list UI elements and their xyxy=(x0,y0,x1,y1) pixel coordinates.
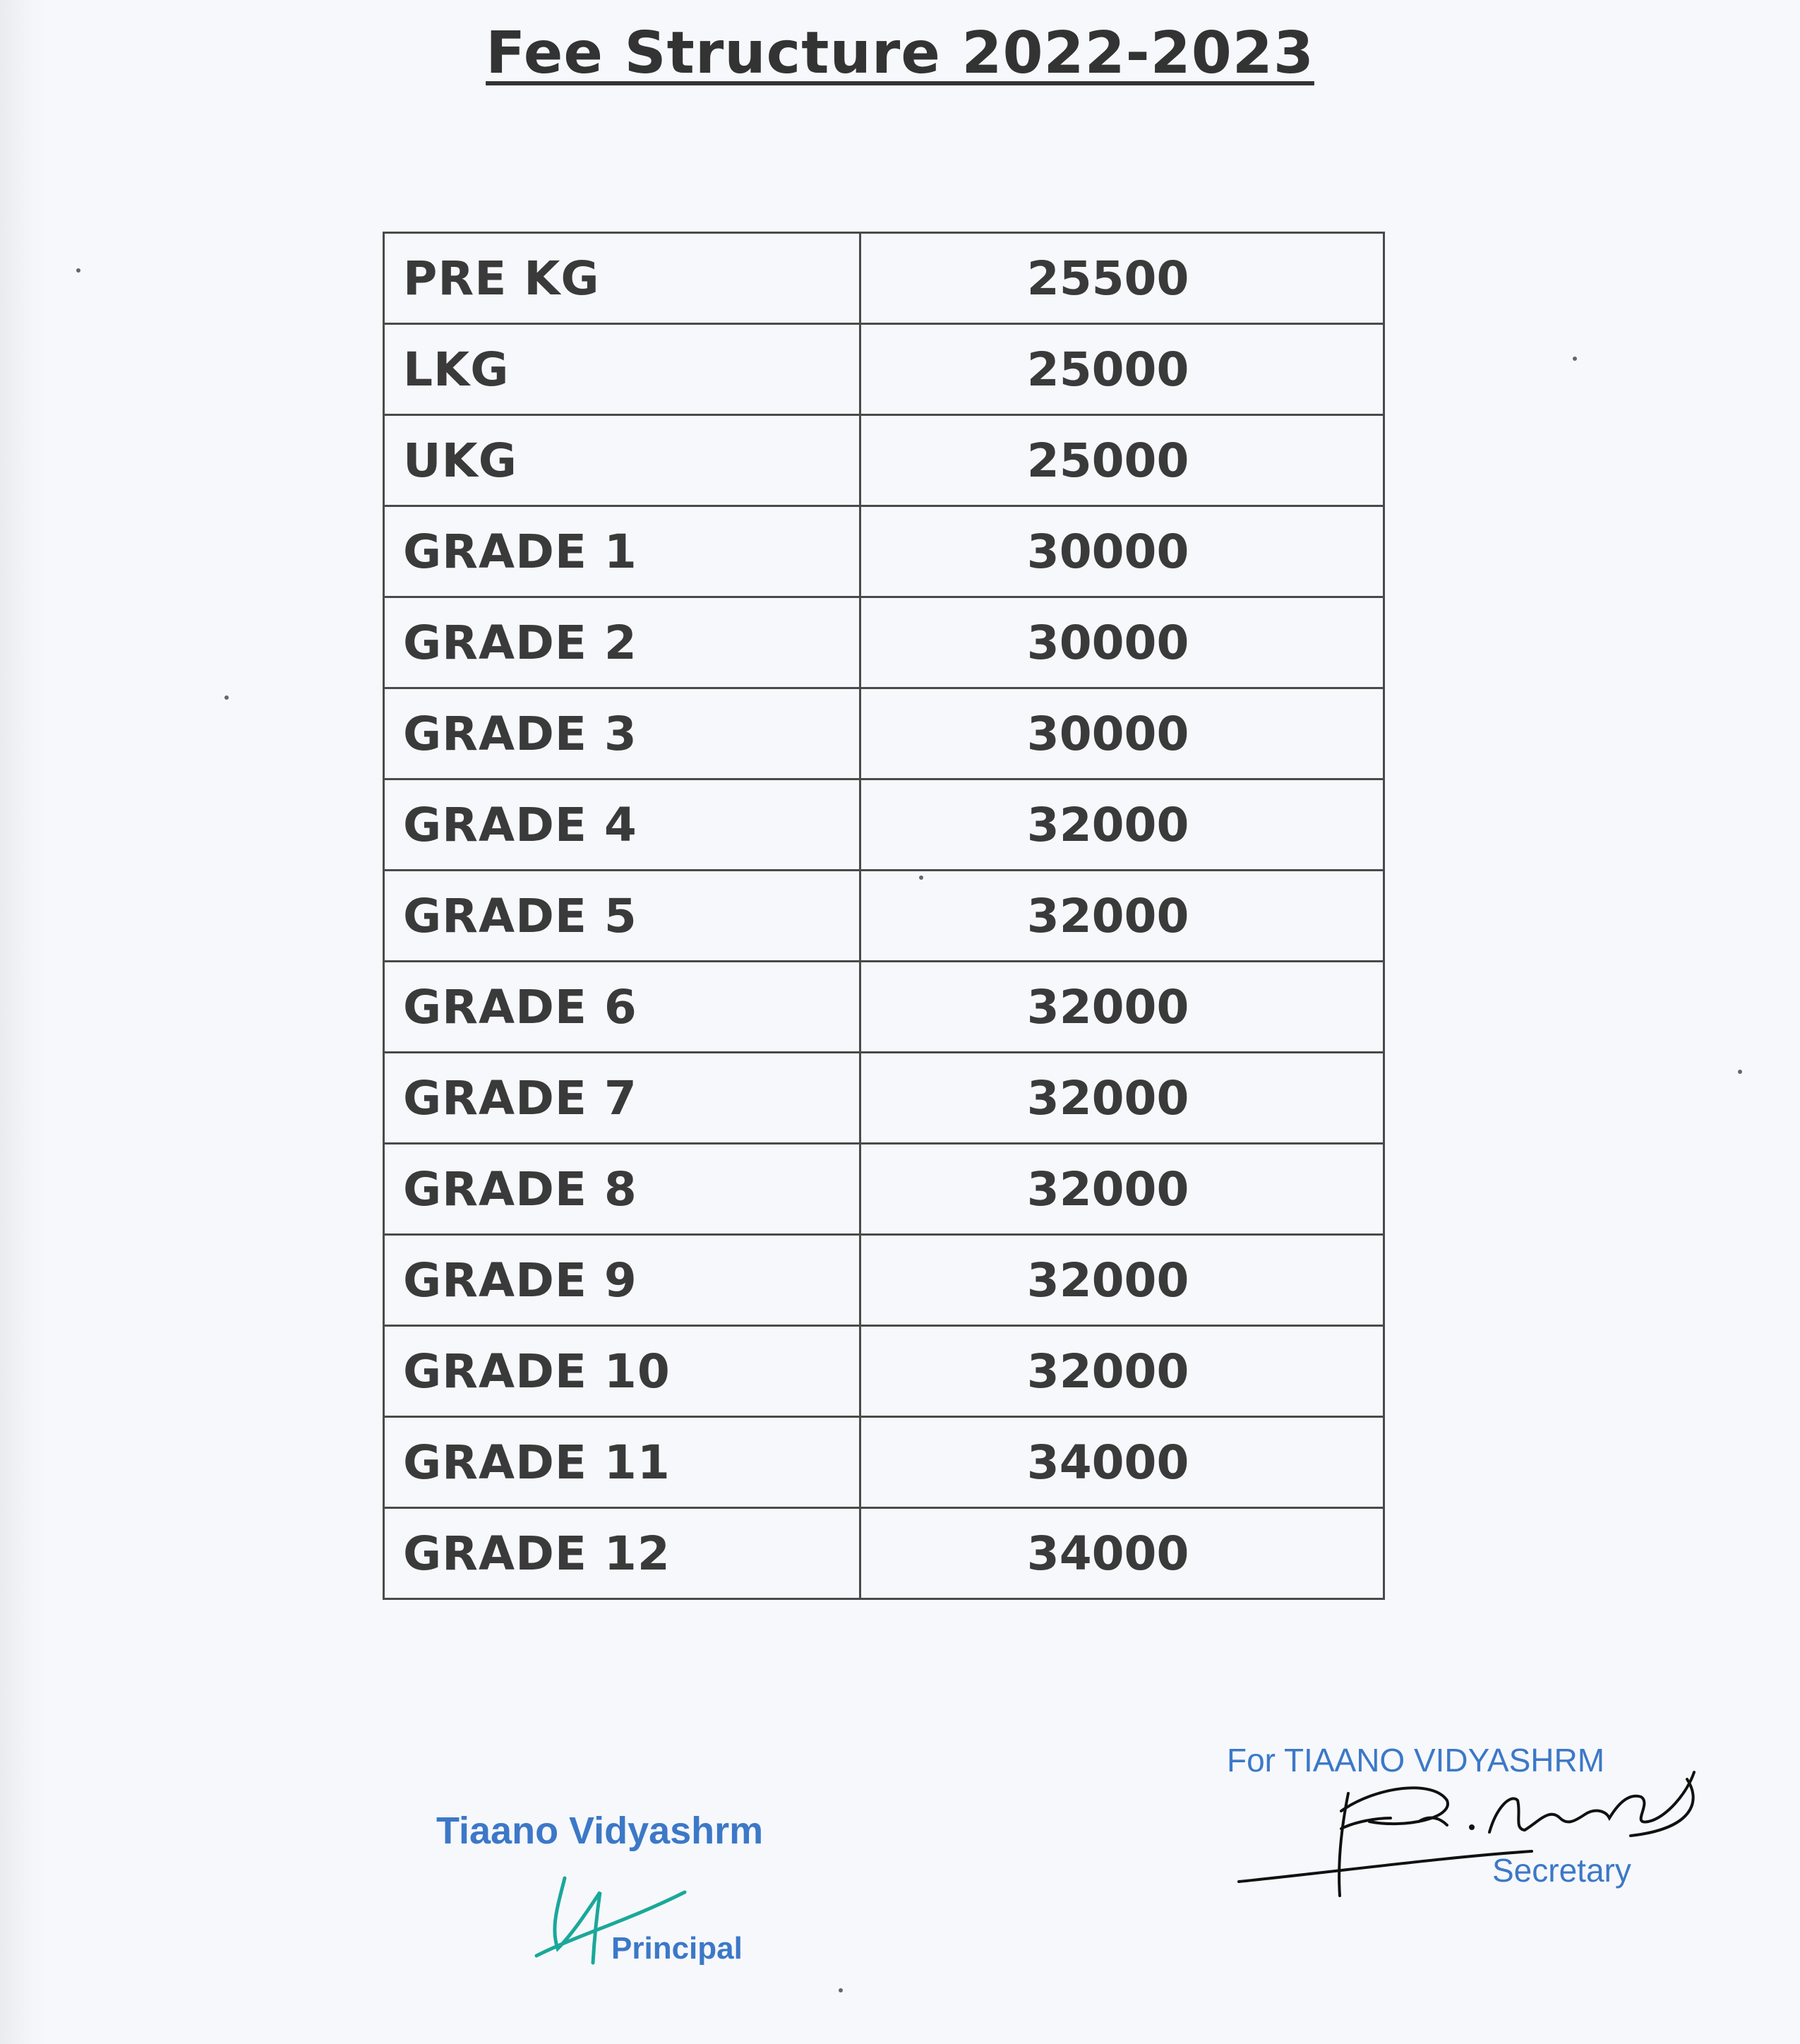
grade-cell: GRADE 7 xyxy=(384,1053,860,1144)
table-row xyxy=(384,1326,1384,1417)
principal-stamp-school: Tiaano Vidyashrm xyxy=(436,1810,764,1852)
grade-cell: PRE KG xyxy=(384,233,860,324)
grade-cell: GRADE 1 xyxy=(384,506,860,597)
page-title xyxy=(0,20,1800,87)
fee-cell: 25000 xyxy=(860,415,1384,506)
table-row xyxy=(384,506,1384,597)
grade-cell: GRADE 3 xyxy=(384,688,860,779)
fee-cell: 25500 xyxy=(860,233,1384,324)
fee-cell: 32000 xyxy=(860,871,1384,962)
fee-cell: 34000 xyxy=(860,1508,1384,1599)
table-row xyxy=(384,1144,1384,1235)
secretary-stamp-for: For TIAANO VIDYASHRM xyxy=(1227,1742,1605,1779)
fee-cell: 30000 xyxy=(860,688,1384,779)
grade-cell: LKG xyxy=(384,324,860,415)
secretary-stamp-role: Secretary xyxy=(1492,1852,1631,1889)
fee-cell: 32000 xyxy=(860,1326,1384,1417)
table-row xyxy=(384,1417,1384,1508)
grade-cell: GRADE 12 xyxy=(384,1508,860,1599)
fee-cell: 30000 xyxy=(860,597,1384,688)
scan-speck xyxy=(76,268,80,273)
fee-cell: 32000 xyxy=(860,1144,1384,1235)
scan-speck xyxy=(1738,1070,1742,1074)
grade-cell: GRADE 6 xyxy=(384,962,860,1053)
table-row xyxy=(384,597,1384,688)
grade-cell: GRADE 2 xyxy=(384,597,860,688)
table-row xyxy=(384,688,1384,779)
grade-cell: UKG xyxy=(384,415,860,506)
table-row xyxy=(384,1235,1384,1326)
fee-cell: 32000 xyxy=(860,962,1384,1053)
scan-speck xyxy=(919,875,923,880)
table-row xyxy=(384,233,1384,324)
secretary-signature xyxy=(1235,1751,1715,1906)
principal-stamp-role: Principal xyxy=(611,1931,743,1966)
table-row xyxy=(384,962,1384,1053)
table-row xyxy=(384,779,1384,871)
grade-cell: GRADE 10 xyxy=(384,1326,860,1417)
table-row xyxy=(384,871,1384,962)
fee-cell: 34000 xyxy=(860,1417,1384,1508)
grade-cell: GRADE 9 xyxy=(384,1235,860,1326)
fee-cell: 32000 xyxy=(860,779,1384,871)
table-row xyxy=(384,1053,1384,1144)
fee-cell: 32000 xyxy=(860,1053,1384,1144)
fee-table xyxy=(383,232,1385,1600)
table-row xyxy=(384,324,1384,415)
grade-cell: GRADE 8 xyxy=(384,1144,860,1235)
table-row xyxy=(384,415,1384,506)
scan-speck xyxy=(1573,357,1577,361)
scan-speck xyxy=(224,695,229,700)
table-row xyxy=(384,1508,1384,1599)
fee-cell: 30000 xyxy=(860,506,1384,597)
grade-cell: GRADE 11 xyxy=(384,1417,860,1508)
scan-speck xyxy=(839,1988,843,1992)
grade-cell: GRADE 5 xyxy=(384,871,860,962)
grade-cell: GRADE 4 xyxy=(384,779,860,871)
page-title-text: Fee Structure 2022-2023 xyxy=(486,20,1314,87)
fee-cell: 25000 xyxy=(860,324,1384,415)
fee-cell: 32000 xyxy=(860,1235,1384,1326)
scan-edge-shadow xyxy=(0,0,49,2044)
